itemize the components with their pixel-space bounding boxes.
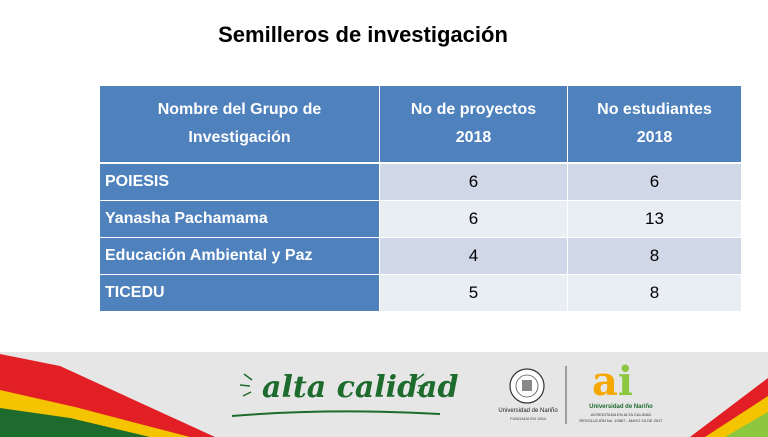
group-name-cell: POIESIS [100, 163, 380, 201]
group-name-cell: Educación Ambiental y Paz [100, 238, 380, 275]
students-cell: 13 [568, 201, 742, 238]
header-students [568, 86, 742, 163]
header-group-name [100, 86, 380, 163]
projects-cell: 6 [380, 163, 568, 201]
header-students-line2: 2018 [636, 129, 673, 146]
slide-title-text: Semilleros de investigación [218, 22, 508, 47]
table-row [100, 238, 741, 275]
projects-cell: 4 [380, 238, 568, 275]
table-row [100, 275, 741, 312]
projects-cell: 5 [380, 275, 568, 312]
slogan-text: alta calidad [262, 370, 459, 405]
students-cell: 6 [568, 163, 742, 201]
slide-title [0, 22, 768, 48]
header-projects-line1: No de proyectos [410, 101, 537, 118]
students-cell: 8 [568, 275, 742, 312]
accreditation-logo-a: a [592, 358, 618, 405]
accreditation-university: Universidad de Nariño [589, 404, 653, 410]
research-groups-table [100, 86, 741, 312]
accreditation-line2: RESOLUCIÓN No. 10567 - MAYO 23 DE 2017 [579, 418, 663, 423]
table-header-row [100, 86, 741, 163]
table-row [100, 201, 741, 238]
header-students-line1: No estudiantes [597, 101, 712, 118]
accreditation-logo [592, 358, 633, 405]
group-name-cell: TICEDU [100, 275, 380, 312]
group-name-cell: Yanasha Pachamama [100, 201, 380, 238]
students-cell: 8 [568, 238, 742, 275]
accreditation-logo-i: i [617, 358, 634, 405]
projects-cell: 6 [380, 201, 568, 238]
header-projects-line2: 2018 [455, 129, 492, 146]
university-seal-icon [510, 369, 544, 403]
header-group-name-line1: Nombre del Grupo de [157, 101, 322, 118]
header-projects [380, 86, 568, 163]
university-name: Universidad de Nariño [498, 408, 558, 414]
accreditation-line1: ACREDITADA EN ALTA CALIDAD [590, 412, 652, 417]
university-tagline: FUNDADA EN 1904 [510, 416, 546, 421]
table-row [100, 163, 741, 201]
header-group-name-line2: Investigación [188, 129, 291, 146]
